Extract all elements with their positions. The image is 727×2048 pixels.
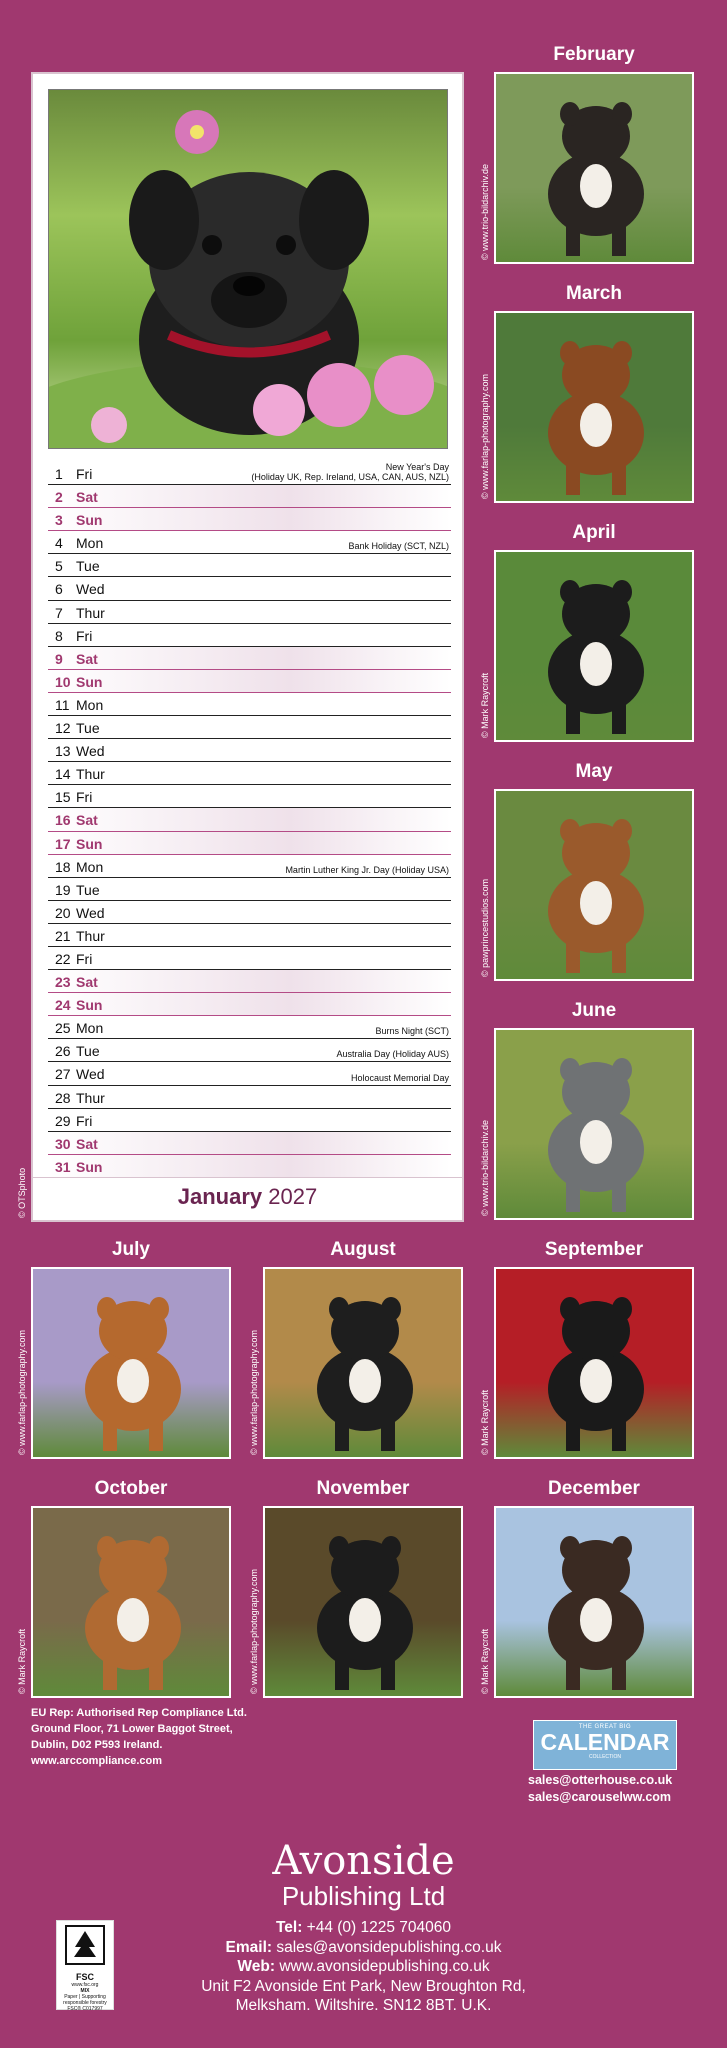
event-line: Bank Holiday (SCT, NZL) <box>348 541 449 552</box>
web-address[interactable]: www.avonsidepublishing.co.uk <box>279 1958 490 1975</box>
day-row <box>48 1016 451 1039</box>
day-name: Thur <box>76 927 105 944</box>
dog-illustration <box>496 552 694 742</box>
month-label: May <box>575 761 613 782</box>
photo-credit: © Mark Raycroft <box>17 1628 27 1694</box>
day-name: Wed <box>76 1066 105 1083</box>
photo-credit: © pawprincestudios.com <box>480 878 490 977</box>
day-name: Fri <box>76 466 93 482</box>
month-photo <box>31 1267 231 1459</box>
month-photo <box>31 1506 231 1698</box>
eu-rep-line: Ground Floor, 71 Lower Baggot Street, <box>31 1723 233 1735</box>
month-photo <box>494 1506 694 1698</box>
fsc-tree-icon <box>65 1925 105 1965</box>
eu-rep <box>31 1705 247 1769</box>
dog-illustration <box>33 1269 231 1459</box>
dog-illustration <box>265 1269 463 1459</box>
day-name: Sat <box>76 974 98 991</box>
day-name: Sat <box>76 1135 98 1152</box>
day-row <box>48 531 451 554</box>
day-number: 12 <box>55 720 71 737</box>
day-row <box>48 970 451 993</box>
photo-credit: © www.farlap-photography.com <box>249 1568 259 1694</box>
day-name: Tue <box>76 1043 100 1060</box>
day-name: Fri <box>76 627 93 644</box>
eu-rep-line: Dublin, D02 P593 Ireland. <box>31 1739 163 1751</box>
day-number: 14 <box>55 766 71 783</box>
day-name: Tue <box>76 881 100 898</box>
day-number: 17 <box>55 835 71 852</box>
month-year: 2027 <box>268 1184 318 1209</box>
sales-email[interactable]: sales@carouselww.com <box>528 1790 672 1804</box>
address-line: Melksham. Wiltshire. SN12 8BT. U.K. <box>235 1997 492 2014</box>
day-name: Fri <box>76 950 93 967</box>
dog-illustration <box>265 1508 463 1698</box>
day-name: Tue <box>76 720 100 737</box>
day-name: Tue <box>76 558 100 575</box>
day-number: 11 <box>55 696 70 713</box>
day-name: Sun <box>76 673 103 690</box>
day-event <box>336 1049 449 1059</box>
month-photo <box>494 1028 694 1220</box>
month-photo <box>494 789 694 981</box>
day-number: 18 <box>55 858 71 875</box>
photo-credit: © Mark Raycroft <box>480 1389 490 1455</box>
badge-sub-text: COLLECTION <box>589 1754 621 1760</box>
day-number: 21 <box>55 927 71 944</box>
fsc-text <box>57 1972 113 2012</box>
photo-credit: © www.trio-bildarchiv.de <box>480 1120 490 1216</box>
day-row <box>48 601 451 624</box>
day-row <box>48 1109 451 1132</box>
day-number: 5 <box>55 558 63 575</box>
day-number: 15 <box>55 789 71 806</box>
day-number: 19 <box>55 881 71 898</box>
dog-illustration <box>496 791 694 981</box>
dog-illustration <box>496 1508 694 1698</box>
day-number: 22 <box>55 950 71 967</box>
day-event <box>251 462 449 482</box>
badge-small-text: THE GREAT BIG <box>578 1724 632 1730</box>
day-row <box>48 1132 451 1155</box>
day-number: 8 <box>55 627 63 644</box>
month-photo <box>263 1506 463 1698</box>
month-label: July <box>111 1239 151 1260</box>
january-photo <box>48 89 448 449</box>
day-event <box>348 541 449 551</box>
day-row <box>48 808 451 831</box>
day-name: Sun <box>76 835 103 852</box>
month-label: August <box>330 1239 396 1260</box>
publisher-name: Avonside <box>272 1838 455 1884</box>
day-name: Wed <box>76 581 105 598</box>
phone-number[interactable]: +44 (0) 1225 704060 <box>306 1919 452 1936</box>
day-row <box>48 1062 451 1085</box>
fsc-logo <box>56 1920 114 2010</box>
dog-illustration <box>496 74 694 264</box>
month-label: September <box>544 1239 644 1260</box>
month-photo <box>494 550 694 742</box>
month-label: February <box>553 44 635 65</box>
puppy-illustration <box>49 90 448 449</box>
day-row <box>48 1039 451 1062</box>
day-row <box>48 901 451 924</box>
month-label: October <box>94 1478 168 1499</box>
photo-credit: © www.trio-bildarchiv.de <box>480 164 490 260</box>
event-line: Australia Day (Holiday AUS) <box>336 1049 449 1060</box>
address-line: Unit F2 Avonside Ent Park, New Broughton Rd, <box>201 1977 526 1995</box>
month-label: March <box>566 283 622 304</box>
day-number: 29 <box>55 1112 71 1129</box>
day-row <box>48 670 451 693</box>
dog-illustration <box>496 1030 694 1220</box>
month-name: January <box>177 1184 263 1209</box>
dog-illustration <box>496 313 694 503</box>
day-row <box>48 785 451 808</box>
event-line: Holocaust Memorial Day <box>350 1072 449 1083</box>
month-title <box>33 1184 462 1210</box>
email-address[interactable]: sales@avonsidepublishing.co.uk <box>276 1938 502 1956</box>
publisher-subtitle: Publishing Ltd <box>281 1881 446 1911</box>
day-number: 7 <box>55 604 63 621</box>
fsc-site: www.fsc.org <box>71 1982 99 1988</box>
day-row <box>48 1086 451 1109</box>
month-label: November <box>316 1478 410 1499</box>
sales-email[interactable]: sales@otterhouse.co.uk <box>528 1773 673 1787</box>
day-name: Wed <box>76 743 105 760</box>
day-list <box>48 462 451 1178</box>
day-name: Fri <box>76 789 93 806</box>
day-number: 16 <box>55 812 71 829</box>
event-line: New Year's Day <box>385 462 449 473</box>
day-row <box>48 577 451 600</box>
day-number: 6 <box>55 581 63 598</box>
event-line: (Holiday UK, Rep. Ireland, USA, CAN, AUS, NZL) <box>251 472 449 483</box>
day-event <box>351 1073 449 1083</box>
fsc-code: FSC® C017997 <box>67 2006 103 2012</box>
day-name: Thur <box>76 604 105 621</box>
day-row <box>48 554 451 577</box>
day-number: 9 <box>55 650 63 667</box>
day-name: Thur <box>76 1089 105 1106</box>
month-photo <box>494 311 694 503</box>
january-panel <box>31 72 464 1222</box>
month-label: December <box>548 1478 640 1499</box>
day-row <box>48 947 451 970</box>
day-name: Mon <box>76 696 104 713</box>
event-line: Martin Luther King Jr. Day (Holiday USA) <box>285 864 449 875</box>
day-name: Mon <box>76 858 104 875</box>
day-row <box>48 1155 451 1178</box>
day-number: 26 <box>55 1043 71 1060</box>
month-label: April <box>572 522 616 543</box>
sales-emails <box>528 1772 672 1806</box>
day-number: 13 <box>55 743 71 760</box>
dog-illustration <box>33 1508 231 1698</box>
badge-title: CALENDAR <box>540 1729 670 1755</box>
dog-illustration <box>496 1269 694 1459</box>
january-credit: © OTSphoto <box>17 1167 27 1218</box>
event-line: Burns Night (SCT) <box>375 1026 449 1037</box>
photo-credit: © Mark Raycroft <box>480 672 490 738</box>
month-photo <box>494 1267 694 1459</box>
day-row <box>48 762 451 785</box>
day-number: 4 <box>55 535 63 552</box>
email-label: Email: <box>225 1938 273 1956</box>
eu-rep-link[interactable]: www.arccompliance.com <box>31 1755 163 1767</box>
day-number: 25 <box>55 1020 71 1037</box>
photo-credit: © Mark Raycroft <box>480 1628 490 1694</box>
eu-rep-line: EU Rep: Authorised Rep Compliance Ltd. <box>31 1707 247 1719</box>
day-row <box>48 624 451 647</box>
day-name: Thur <box>76 766 105 783</box>
month-label: June <box>571 1000 617 1021</box>
day-number: 31 <box>55 1158 71 1175</box>
day-number: 3 <box>55 512 63 529</box>
day-row <box>48 878 451 901</box>
photo-credit: © www.farlap-photography.com <box>249 1329 259 1455</box>
day-row <box>48 508 451 531</box>
day-row <box>48 485 451 508</box>
day-row <box>48 462 451 485</box>
day-number: 28 <box>55 1089 71 1106</box>
day-name: Sat <box>76 812 98 829</box>
day-name: Fri <box>76 1112 93 1129</box>
photo-credit: © www.farlap-photography.com <box>17 1329 27 1455</box>
day-event <box>375 1026 449 1036</box>
day-row <box>48 739 451 762</box>
day-row <box>48 716 451 739</box>
day-name: Sat <box>76 650 98 667</box>
day-number: 1 <box>55 466 63 482</box>
day-name: Sun <box>76 1158 103 1175</box>
day-number: 27 <box>55 1066 71 1083</box>
day-name: Sat <box>76 489 98 506</box>
day-row <box>48 993 451 1016</box>
day-name: Sun <box>76 997 103 1014</box>
fsc-label: FSC <box>76 1972 94 1982</box>
day-event <box>285 865 449 875</box>
month-photo <box>494 72 694 264</box>
day-row <box>48 693 451 716</box>
phone-label: Tel: <box>275 1919 303 1936</box>
fsc-desc: Paper | Supporting responsible forestry <box>63 1994 107 2006</box>
day-number: 2 <box>55 489 63 506</box>
day-name: Mon <box>76 535 104 552</box>
photo-credit: © www.farlap-photography.com <box>480 373 490 499</box>
day-row <box>48 924 451 947</box>
web-label: Web: <box>237 1958 276 1975</box>
calendar-collection-logo <box>533 1720 677 1770</box>
fsc-mix: MIX <box>80 1988 90 1994</box>
day-name: Wed <box>76 904 105 921</box>
day-number: 24 <box>55 997 71 1014</box>
day-number: 30 <box>55 1135 71 1152</box>
day-row <box>48 647 451 670</box>
day-number: 23 <box>55 974 71 991</box>
day-row <box>48 855 451 878</box>
day-name: Sun <box>76 512 103 529</box>
day-number: 20 <box>55 904 71 921</box>
day-number: 10 <box>55 673 71 690</box>
month-photo <box>263 1267 463 1459</box>
day-name: Mon <box>76 1020 104 1037</box>
day-row <box>48 832 451 855</box>
